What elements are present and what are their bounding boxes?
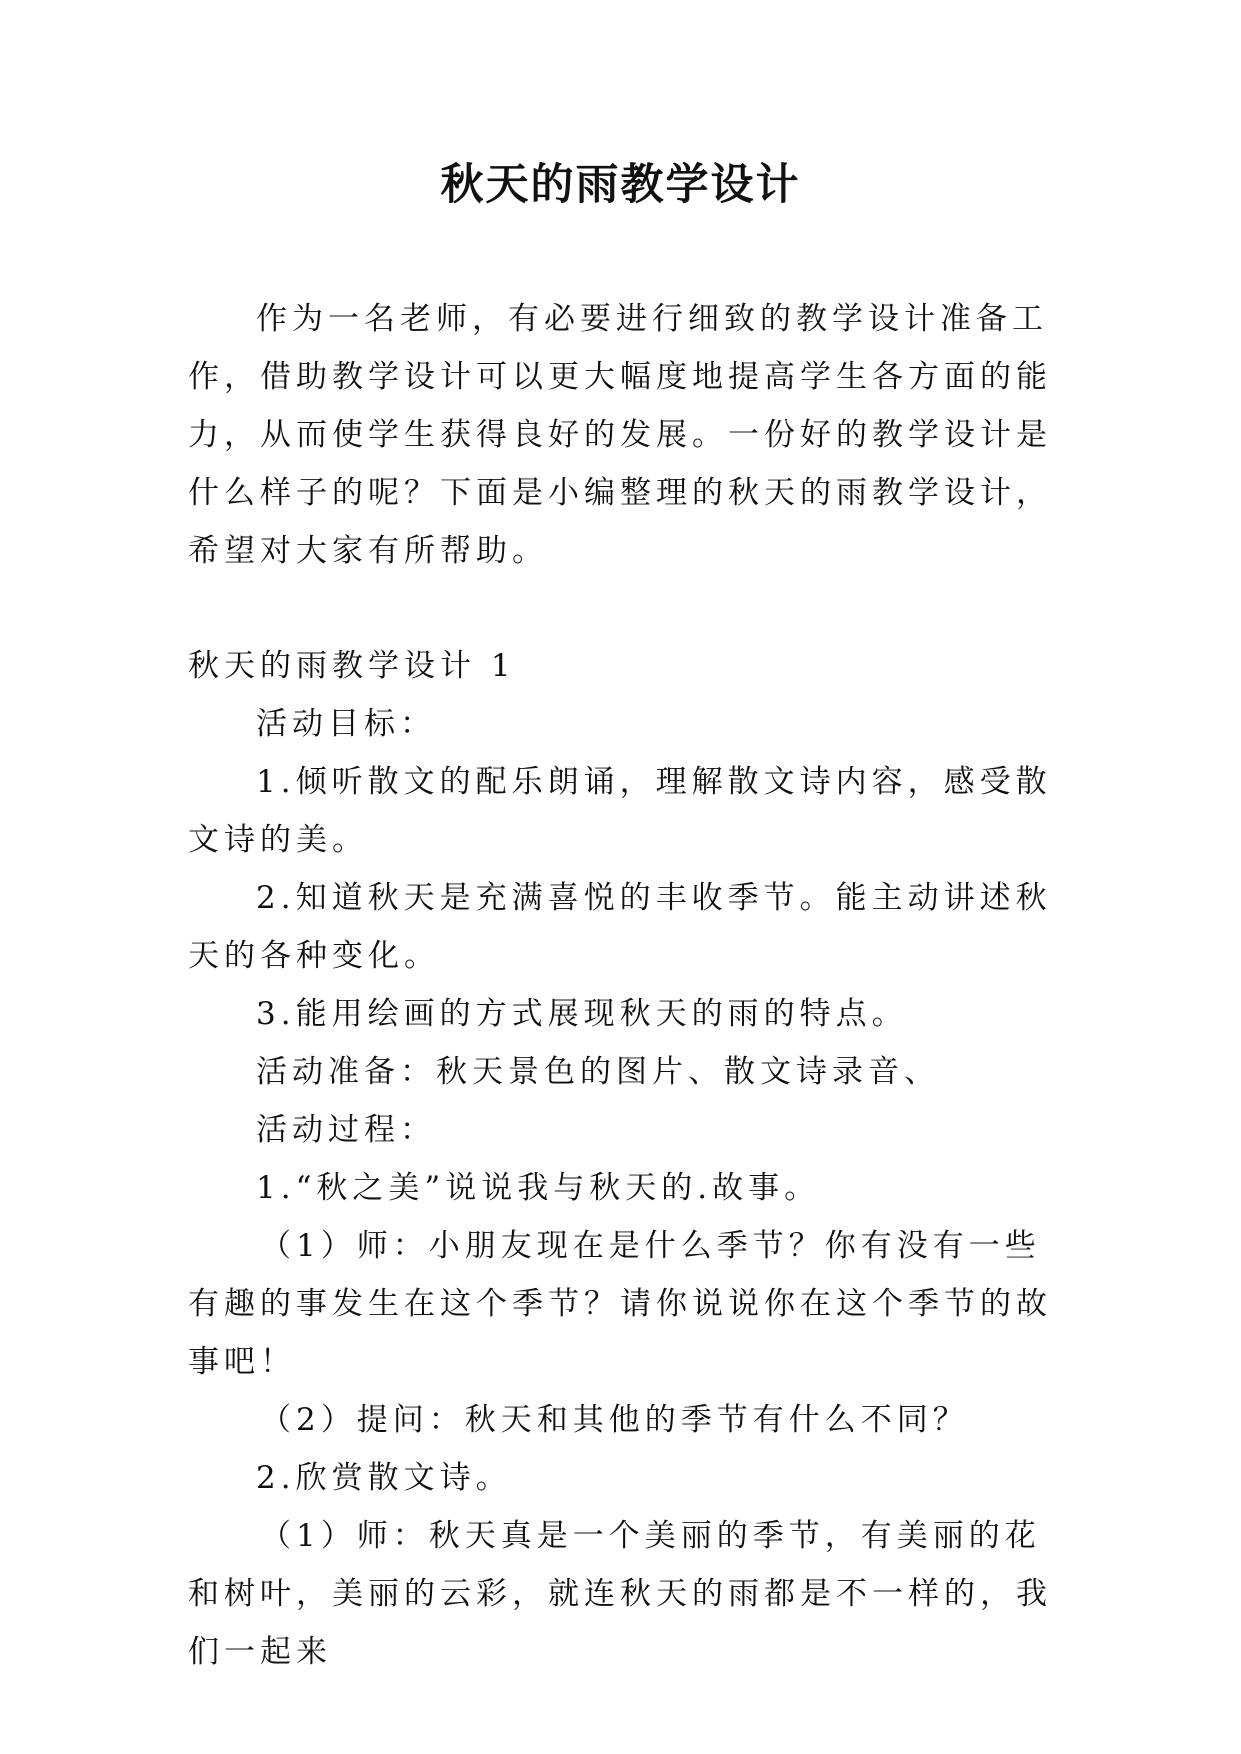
step-item-1: 1.“秋之美”说说我与秋天的.故事。 <box>256 1170 821 1206</box>
goals-label: 活动目标： <box>256 706 436 742</box>
step-2-question-1: （1）师：秋天真是一个美丽的季节，有美丽的花和树叶，美丽的云彩，就连秋天的雨都是不一样的，我们一起来 <box>188 1518 1052 1670</box>
section-heading: 秋天的雨教学设计 1 <box>188 648 516 684</box>
intro-paragraph: 作为一名老师，有必要进行细致的教学设计准备工作，借助教学设计可以更大幅度地提高学生各方面的能力，从而使学生获得良好的发展。一份好的教学设计是什么样子的呢？下面是小编整理的秋天的雨教学设计，希望对大家有所帮助。 <box>188 301 1052 569</box>
step-1-question-2: （2）提问：秋天和其他的季节有什么不同？ <box>260 1402 969 1438</box>
document-title: 秋天的雨教学设计 <box>440 160 801 210</box>
section-1 <box>188 637 1058 1681</box>
goal-item-3: 3.能用绘画的方式展现秋天的雨的特点。 <box>256 996 908 1032</box>
step-item-2: 2.欣赏散文诗。 <box>256 1460 512 1496</box>
goal-item-2: 2.知道秋天是充满喜悦的丰收季节。能主动讲述秋天的各种变化。 <box>188 880 1052 974</box>
step-1-question-1: （1）师：小朋友现在是什么季节？你有没有一些有趣的事发生在这个季节？请你说说你在这个季节的故事吧！ <box>188 1228 1052 1380</box>
intro-section <box>188 290 1058 580</box>
goal-item-1: 1.倾听散文的配乐朗诵，理解散文诗内容，感受散文诗的美。 <box>188 764 1052 858</box>
preparation-text: 活动准备：秋天景色的图片、散文诗录音、 <box>256 1054 940 1090</box>
process-label: 活动过程： <box>256 1112 436 1148</box>
